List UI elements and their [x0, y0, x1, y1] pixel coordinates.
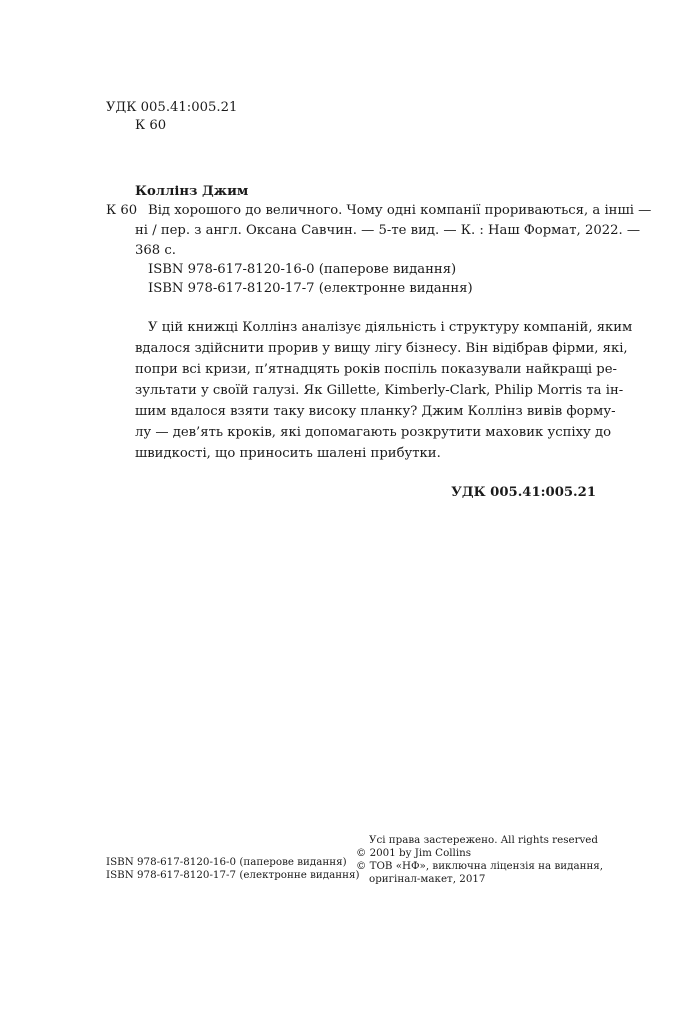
footer-layout-line: оригінал-макет, 2017	[369, 873, 486, 885]
annotation-line: У цій книжці Коллінз аналізує діяльність і структуру компаній, яким	[148, 320, 633, 335]
udk-bottom	[451, 483, 596, 503]
author-code-header: К 60	[135, 118, 167, 133]
footer-rights-line: Усі права застережено. All rights reserved	[369, 834, 598, 846]
udk-header: УДК 005.41:005.21	[106, 100, 238, 115]
annotation-line: лу — дев’ять кроків, які допомагають розкрутити маховик успіху до	[135, 425, 612, 440]
annotation-line: попри всі кризи, п’ятнадцять років поспіль показували найкращі ре-	[135, 362, 617, 377]
record-title-line: Від хорошого до величного. Чому одні компанії прориваються, а інші —	[148, 203, 652, 218]
record-title-line: ні / пер. з англ. Оксана Савчин. — 5-те вид. — К. : Наш Формат, 2022. —	[135, 223, 641, 238]
annotation-line: швидкості, що приносить шалені прибутки.	[135, 446, 441, 461]
footer-isbn-paper: ISBN 978-617-8120-16-0 (паперове видання)	[106, 856, 347, 868]
record-isbn-electronic: ISBN 978-617-8120-17-7 (електронне видання)	[148, 281, 473, 296]
author-name-text: Коллінз Джим	[135, 184, 249, 199]
record-isbn-paper: ISBN 978-617-8120-16-0 (паперове видання)	[148, 262, 457, 277]
udk-bottom-text: УДК 005.41:005.21	[451, 485, 596, 500]
footer-copyright-publisher: © ТОВ «НФ», виключна ліцензія на видання,	[356, 860, 604, 872]
footer-copyright-author: © 2001 by Jim Collins	[356, 847, 472, 859]
footer-isbn-electronic: ISBN 978-617-8120-17-7 (електронне видання)	[106, 869, 360, 881]
author-name	[135, 182, 248, 202]
record-pages: 368 с.	[135, 243, 176, 258]
annotation-line: шим вдалося взяти таку високу планку? Джим Коллінз вивів форму-	[135, 404, 616, 419]
annotation-line: вдалося здійснити прорив у вищу лігу бізнесу. Він відібрав фірми, які,	[135, 341, 628, 356]
record-code: К 60	[106, 203, 138, 218]
annotation-line: зультати у своїй галузі. Як Gillette, Kimberly-Clark, Philip Morris та ін-	[135, 383, 624, 398]
